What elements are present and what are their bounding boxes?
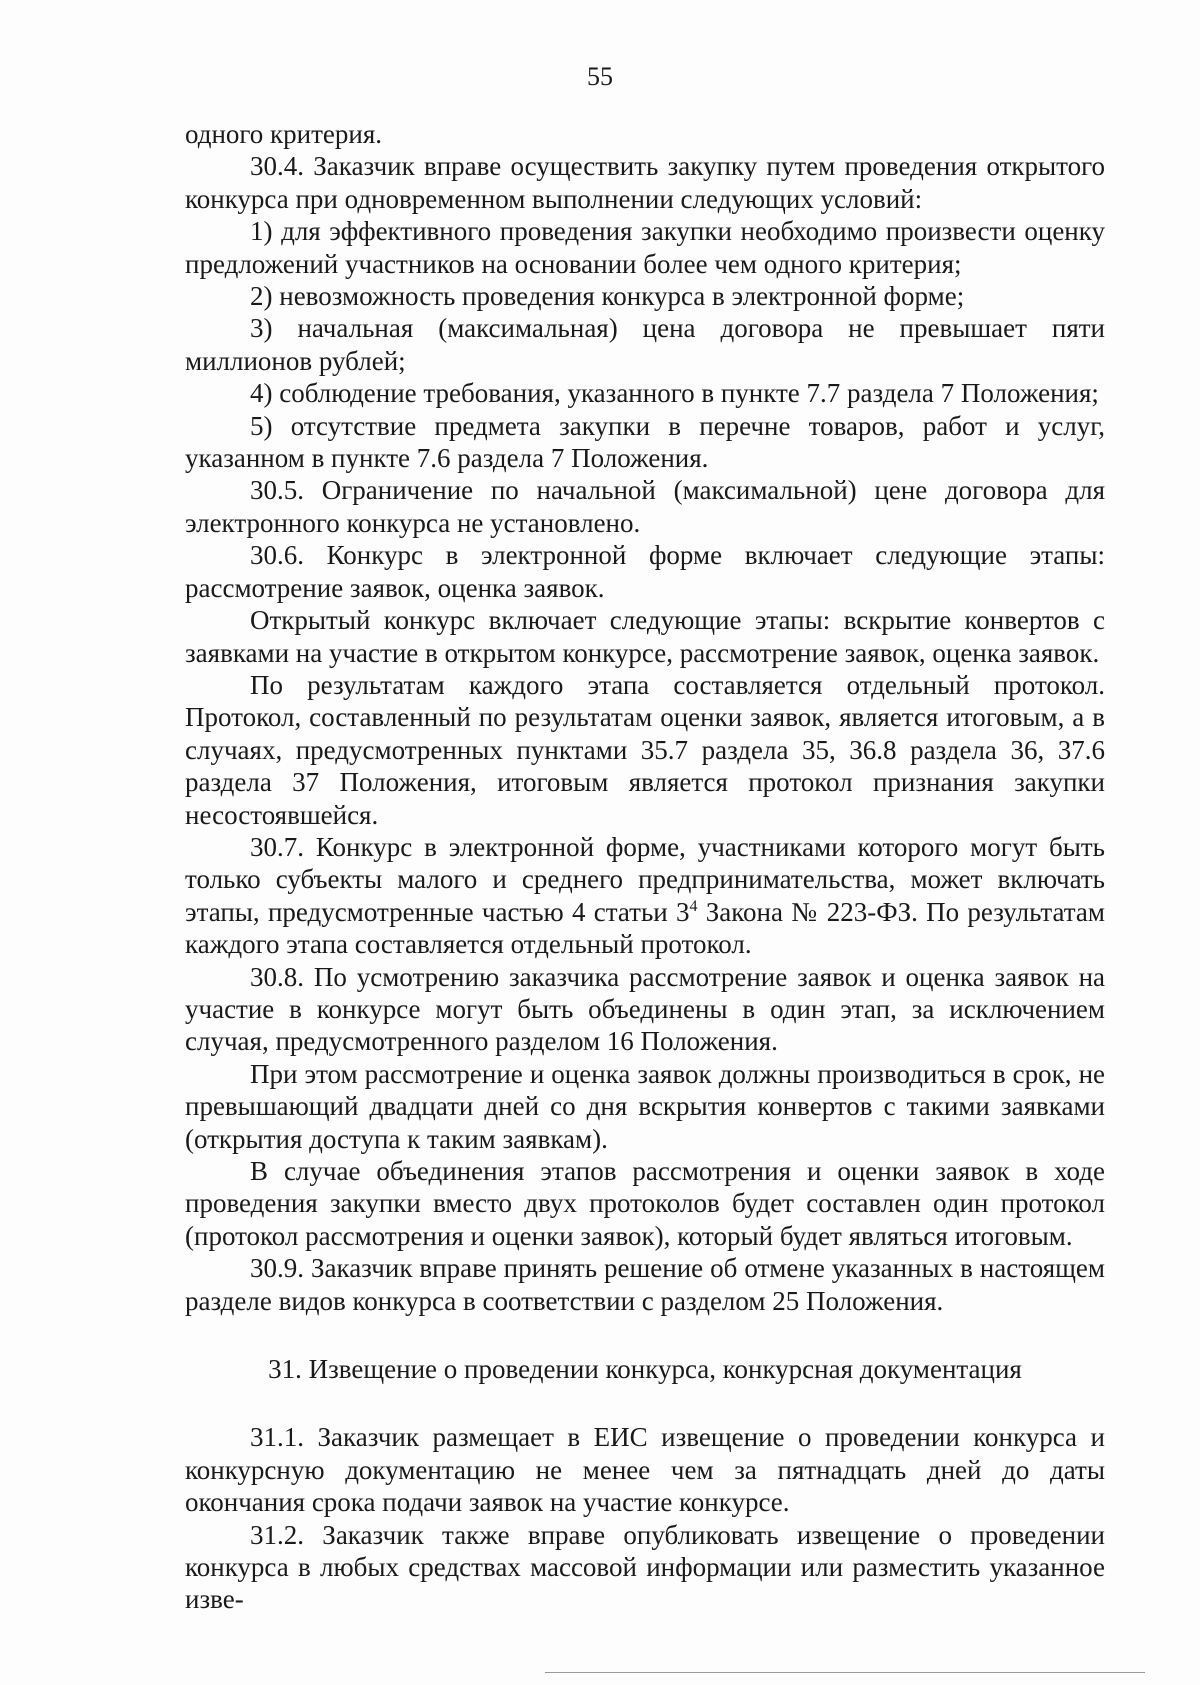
paragraph: 30.6. Конкурс в электронной форме включает следующие этапы: рассмотрение заявок, оценка заявок.	[185, 540, 1105, 603]
paragraph-30-7-text: 30.7. Конкурс в электронной форме, участниками которого могут быть только субъекты малого и среднего предпринимательства, может включать этапы, предусмотренные частью 4 статьи 3	[185, 831, 1105, 927]
paragraph: 30.8. По усмотрению заказчика рассмотрение заявок и оценка заявок на участие в конкурсе могут быть объединены в один этап, за исключением случая, предусмотренного разделом 16 Положения.	[185, 961, 1105, 1057]
paragraph: При этом рассмотрение и оценка заявок должны производиться в срок, не превышающий двадцати дней со дня вскрытия конвертов с такими заявками (открытия доступа к таким заявкам).	[185, 1058, 1105, 1154]
paragraph: 30.4. Заказчик вправе осуществить закупку путем проведения открытого конкурса при одновременном выполнении следующих условий:	[185, 151, 1105, 214]
paragraph: 31.2. Заказчик также вправе опубликовать извещение о проведении конкурса в любых средствах массовой информации или разместить указанное изве-	[185, 1519, 1105, 1615]
list-item: 2) невозможность проведения конкурса в электронной форме;	[250, 281, 965, 312]
document-body	[185, 118, 1105, 1616]
list-item: 1) для эффективного проведения закупки необходимо произвести оценку предложений участников на основании более чем одного критерия;	[185, 216, 1105, 279]
paragraph-30-7	[185, 831, 1105, 961]
superscript: 4	[689, 897, 698, 915]
paragraph: Открытый конкурс включает следующие этапы: вскрытие конвертов с заявками на участие в открытом конкурсе, рассмотрение заявок, оценка заявок.	[185, 605, 1105, 668]
paragraph-30-7-text-end: Закона № 223-ФЗ. По результатам каждого этапа составляется отдельный протокол.	[185, 896, 1105, 960]
list-item: 3) начальная (максимальная) цена договора не превышает пяти миллионов рублей;	[185, 313, 1105, 376]
list-item: 5) отсутствие предмета закупки в перечне товаров, работ и услуг, указанном в пункте 7.6 раздела 7 Положения.	[185, 410, 1105, 474]
section-heading: 31. Извещение о проведении конкурса, конкурсная документация	[268, 1354, 1022, 1385]
paragraph: 31.1. Заказчик размещает в ЕИС извещение о проведении конкурса и конкурсную документацию не менее чем за пятнадцать дней до даты окончания срока подачи заявок на участие конкурсе.	[185, 1422, 1105, 1518]
page-number: 55	[587, 62, 613, 91]
list-item: 4) соблюдение требования, указанного в пункте 7.7 раздела 7 Положения;	[250, 378, 1099, 409]
paragraph: В случае объединения этапов рассмотрения и оценки заявок в ходе проведения закупки вместо двух протоколов будет составлен один протокол (протокол рассмотрения и оценки заявок), который будет являться итоговым.	[185, 1156, 1105, 1251]
paragraph: 30.9. Заказчик вправе принять решение об отмене указанных в настоящем разделе видов конкурса в соответствии с разделом 25 Положения.	[185, 1253, 1105, 1316]
scan-edge-line	[545, 1672, 1145, 1673]
paragraph: По результатам каждого этапа составляется отдельный протокол. Протокол, составленный по результатам оценки заявок, является итоговым, а в случаях, предусмотренных пунктами 35.7 раздела 35, 36.8 раздела 36, 37.6 раздела 37 Положения, итоговым является протокол признания закупки несостоявшейся.	[185, 669, 1105, 830]
paragraph: 30.5. Ограничение по начальной (максимальной) цене договора для электронного конкурса не установлено.	[185, 475, 1105, 538]
paragraph: одного критерия.	[185, 119, 383, 149]
